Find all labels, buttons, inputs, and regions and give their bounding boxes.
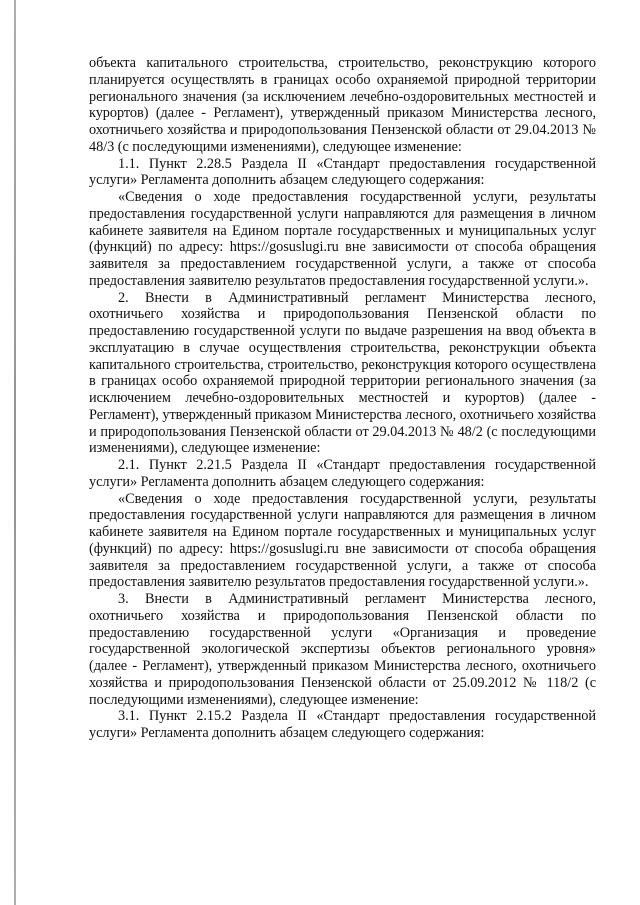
- paragraph-quote-1: «Сведения о ходе предоставления государственной услуги, результаты предоставления государственной услуги направляются для размещения в личном кабинете заявителя на Едином портале государственных и муниципальных услуг (функций) по адресу: https://gosuslugi.ru вне зависимости от способа обращения заявителя за предоставлением государственной услуги, а также от способа предоставления заявителю результатов предоставления государственной услуги.».: [89, 189, 596, 289]
- paragraph-1-1: 1.1. Пункт 2.28.5 Раздела II «Стандарт предоставления государственной услуги» Регламента дополнить абзацем следующего содержания:: [89, 155, 596, 189]
- paragraph-3-1: 3.1. Пункт 2.15.2 Раздела II «Стандарт предоставления государственной услуги» Регламента дополнить абзацем следующего содержания:: [89, 708, 596, 741]
- paragraph-2: 2. Внести в Административный регламент Министерства лесного, охотничьего хозяйства и природопользования Пензенской области по предоставлению государственной услуги по выдаче разрешения на ввод объекта в эксплуатацию в случае осуществления строительства, реконструкции объекта капитального строительства, строительство, реконструкция которого осуществлена в границах особо охраняемой природной территории регионального значения (за исключением лечебно-оздоровительных местностей и курортов) (далее - Регламент), утвержденный приказом Министерства лесного, охотничьего хозяйства и природопользования Пензенской области от 29.04.2013 № 48/2 (с последующими изменениями), следующее изменение:: [89, 289, 596, 457]
- paragraph-quote-2: «Сведения о ходе предоставления государственной услуги, результаты предоставления государственной услуги направляются для размещения в личном кабинете заявителя на Едином портале государственных и муниципальных услуг (функций) по адресу: https://gosuslugi.ru вне зависимости от способа обращения заявителя за предоставлением государственной услуги, а также от способа предоставления заявителю результатов предоставления государственной услуги.».: [89, 490, 596, 591]
- paragraph-continuation: объекта капитального строительства, строительство, реконструкцию которого планируется осуществлять в границах особо охраняемой природной территории регионального значения (за исключением лечебно-оздоровительных местностей и курортов) (далее - Регламент), утвержденный приказом Министерства лесного, охотничьего хозяйства и природопользования Пензенской области от 29.04.2013 № 48/3 (с последующими изменениями), следующее изменение:: [89, 55, 596, 155]
- scan-edge-line: [14, 0, 16, 905]
- paragraph-2-1: 2.1. Пункт 2.21.5 Раздела II «Стандарт предоставления государственной услуги» Регламента дополнить абзацем следующего содержания:: [89, 457, 596, 490]
- document-page: [89, 55, 596, 742]
- paragraph-3: 3. Внести в Административный регламент Министерства лесного, охотничьего хозяйства и природопользования Пензенской области по предоставлению государственной услуги «Организация и проведение государственной экологической экспертизы объектов регионального уровня» (далее - Регламент), утвержденный приказом Министерства лесного, охотничьего хозяйства и природопользования Пензенской области от 25.09.2012 № 118/2 (с последующими изменениями), следующее изменение:: [89, 591, 596, 708]
